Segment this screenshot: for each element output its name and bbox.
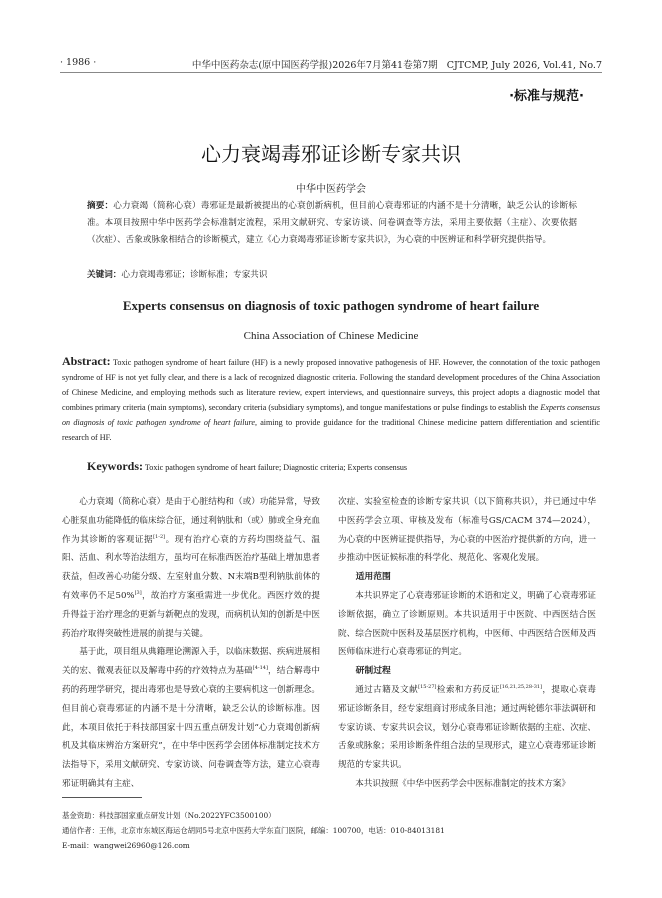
body-column-right <box>338 493 596 794</box>
running-header <box>60 57 602 71</box>
text-run: 。现有治疗心衰的方药均围绕益气、温阳、活血、利水等治法组方，虽均可在标准西医治疗基础上增加患者获益，但改善心功能分级、左室射血分数、N末端B型利钠肽前体的有效率仍不足50% <box>62 534 320 601</box>
funding-note: 基金资助：科技部国家重点研发计划（No.2022YFC3500100） <box>62 811 276 820</box>
citation-ref[interactable]: [4-14] <box>252 665 268 672</box>
abstract-cn-text: 心力衰竭（简称心衰）毒邪证是最新被提出的心衰创新病机，但目前心衰毒邪证的内涵不是十分清晰，缺乏公认的诊断标准。本项目按照中华中医药学会标准制定流程，采用文献研究、专家访谈、问卷调查等方法，采用主要依据（主症）、次要依据（次症）、舌象或脉象相结合的诊断模式，建立《心力衰竭毒邪证诊断专家共识》，为心衰的中医辨证和科学研究提供指导。 <box>87 201 577 245</box>
keywords-en-text: Toxic pathogen syndrome of heart failure; Diagnostic criteria; Experts consensus <box>144 463 408 472</box>
footnote-divider <box>62 797 142 798</box>
abstract-en-text-a: Toxic pathogen syndrome of heart failure (HF) is a newly proposed innovative pathogenesis of HF. However, the connotation of the toxic pathogen syndrome of HF is not yet fully clear, and there is a lack of recognized diagnostic criteria. Following the standard development procedures of the China Association of Chinese Medicine, and employing methods such as literature review, expert interviews, and questionnaire surveys, this project adopts a diagnostic model that combines primary criteria (main symptoms), secondary criteria (subsidiary symptoms), and tongue manifestations or pulse findings to establish the <box>62 358 600 412</box>
section-heading-process: 研制过程 <box>355 666 391 677</box>
author-org-cn: 中华中医药学会 <box>296 184 366 195</box>
abstract-en-label: Abstract: <box>62 354 111 368</box>
text-run: ，结合解毒中药的药理学研究，提出毒邪也是导致心衰的主要病机这一创新理念。但目前心衰毒邪证的内涵不是十分清晰，缺乏公认的诊断标准。因此，本项目依托于科技部国家十四五重点研发计划“心力衰竭创新病机及其临床辨治方案研究”，在中华中医药学会团体标准制定技术方法指导下，采用文献研究、专家访谈、问卷调查等方法，建立心衰毒邪证明确其有主症、 <box>62 666 320 789</box>
text-run: 检索和方药反证 <box>436 684 500 695</box>
corresponding-author-note: 通信作者：王伟，北京市东城区海运仓胡同5号北京中医药大学东直门医院，邮编：100700，电话：010-84013181 <box>62 826 445 835</box>
citation-ref[interactable]: [16,21,25,28-31] <box>499 684 543 691</box>
citation-ref[interactable]: [1-2] <box>153 533 166 540</box>
page-number: · 1986 · <box>60 57 97 68</box>
text-run: 心力衰竭（简称心衰）是由于心脏结构和（或）功能异常，导致心脏泵血功能降低的临床综合征，通过利钠肽和（或）肺或全身充血作为其诊断的客观证据 <box>62 497 320 545</box>
body-paragraph: 本共识按照《中华中医药学会中医标准制定的技术方案》 <box>355 778 571 789</box>
keywords-cn-label: 关键词： <box>87 270 122 280</box>
journal-citation <box>192 57 602 71</box>
header-divider <box>60 72 602 73</box>
author-org-en: China Association of Chinese Medicine <box>243 330 419 342</box>
citation-ref[interactable]: [3] <box>134 590 142 597</box>
body-paragraph: 本共识界定了心衰毒邪证诊断的术语和定义，明确了心衰毒邪证诊断依据，确立了诊断原则。本共识适用于中医院、中西医结合医院、综合医院中医科及基层医疗机构，中医师、中西医结合医师及西医师临床进行心衰毒邪证的判定。 <box>338 590 596 658</box>
text-run: ，故治疗方案亟需进一步优化。西医疗效的提升得益于治疗理念的更新与新靶点的发现，而病机认知的创新是中医药治疗取得突破性进展的前提与关键。 <box>62 590 320 639</box>
text-run: 基于此，项目组从典籍理论溯源入手，以临床数据、疾病进展相关的宏、微观表征以及解毒中药的疗效特点为基础 <box>62 647 320 677</box>
keywords-cn-text: 心力衰竭毒邪证；诊断标准；专家共识 <box>121 270 268 280</box>
citation-ref[interactable]: [15-27] <box>418 684 437 691</box>
email-link[interactable]: E-mail：wangwei26960@126.com <box>62 841 190 850</box>
journal-name-en: CJTCMP, July 2026, Vol.41, No.7 <box>446 60 602 71</box>
footnotes <box>62 808 602 853</box>
article-title-cn: 心力衰竭毒邪证诊断专家共识 <box>201 142 461 166</box>
abstract-en-italic-title: Experts consensus on diagnosis of toxic pathogen syndrome of heart failure <box>62 403 600 427</box>
abstract-en-text-b: , aiming to provide guidance for the traditional Chinese medicine pattern differentiation and scientific research of HF. <box>62 418 600 442</box>
body-paragraph-continued: 次症、实验室检查的诊断专家共识（以下简称共识），并已通过中华中医药学会立项、审核及发布（标准号GS/CACM 374—2024），为心衰的中医辨证提供指导，为心衰的中医治疗提供新的方向，进一步推动中医证候标准的科学化、规范化、客观化发展。 <box>338 497 596 564</box>
abstract-cn-label: 摘要： <box>87 201 114 211</box>
abstract-cn <box>87 198 577 249</box>
keywords-en <box>87 459 607 474</box>
body-column-left <box>62 493 320 794</box>
text-run: 通过古籍及文献 <box>355 684 419 695</box>
section-heading-scope: 适用范围 <box>355 572 391 583</box>
article-title-en: Experts consensus on diagnosis of toxic pathogen syndrome of heart failure <box>122 298 540 313</box>
keywords-en-label: Keywords: <box>87 459 143 473</box>
journal-name-cn: 中华中医药杂志(原中国医药学报)2026年7月第41卷第7期 <box>191 60 438 71</box>
body-paragraph <box>62 493 320 643</box>
body-paragraph <box>338 681 596 775</box>
keywords-cn <box>87 268 577 283</box>
text-run: ，提取心衰毒邪证诊断条目，经专家组商讨形成条目池；通过两轮德尔菲法调研和专家访谈、专家共识会议，划分心衰毒邪证诊断依据的主症、次症、舌象或脉象；采用诊断条件组合法的呈现形式，建立心衰毒邪证诊断规范的专家共识。 <box>338 684 596 771</box>
section-tag: ·标准与规范· <box>509 89 584 104</box>
body-paragraph <box>62 643 320 793</box>
abstract-en <box>62 354 600 445</box>
